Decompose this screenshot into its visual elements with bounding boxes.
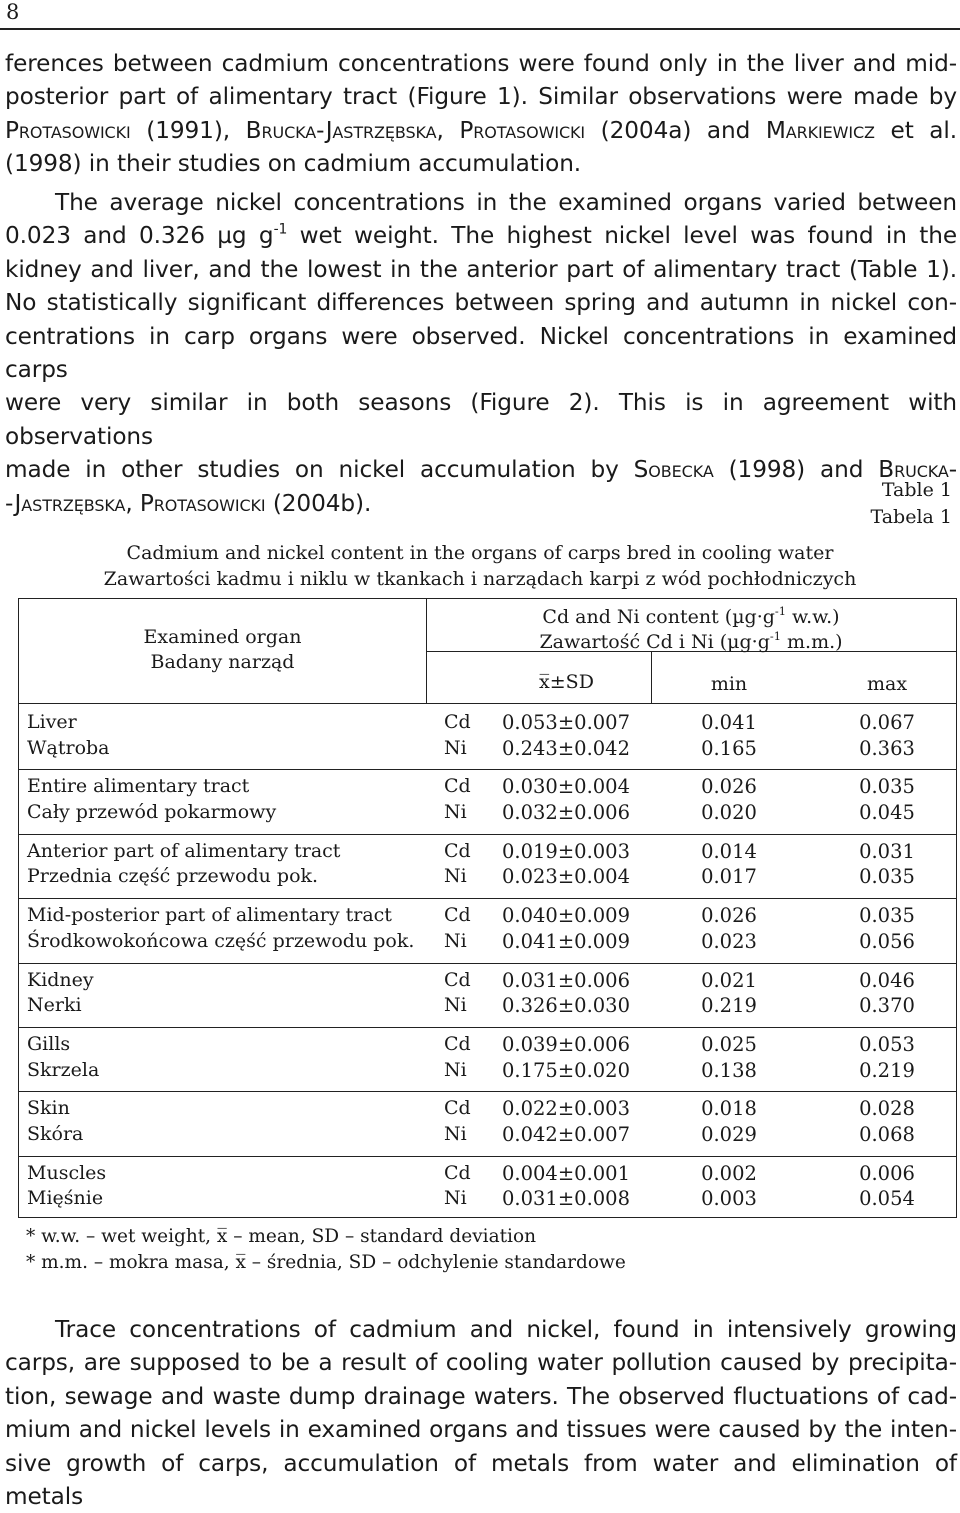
para2-line2-text-b: wet weight. The highest nickel level was found in the bbox=[287, 222, 957, 250]
cell-m-ni: Ni bbox=[444, 865, 467, 888]
cell-max-ni: 0.370 bbox=[859, 994, 915, 1018]
paragraph-1 bbox=[5, 47, 957, 181]
cell-mean-cd: 0.031±0.006 bbox=[502, 968, 630, 992]
cell-max-cd: 0.035 bbox=[859, 904, 915, 928]
unit-superscript: -1 bbox=[273, 221, 288, 238]
cell-organ-ni: Skrzela bbox=[27, 1058, 100, 1081]
cell-mean-ni: 0.326±0.030 bbox=[502, 994, 630, 1018]
row-separator bbox=[19, 963, 956, 964]
cell-m-ni: Ni bbox=[444, 1187, 467, 1210]
cell-min-ni: 0.029 bbox=[701, 1122, 757, 1146]
cell-organ-cd: Gills bbox=[27, 1033, 71, 1055]
cell-m-ni: Ni bbox=[444, 736, 467, 759]
cell-min-ni: 0.165 bbox=[701, 736, 757, 760]
cell-m-ni: Ni bbox=[444, 1058, 467, 1081]
cell-mean-ni: 0.023±0.004 bbox=[502, 865, 630, 889]
cell-m-cd: Cd bbox=[444, 711, 471, 733]
author-protasowicki: Protasowicki bbox=[5, 116, 131, 144]
cell-mean-ni: 0.175±0.020 bbox=[502, 1058, 630, 1082]
cell-organ-ni: Cały przewód pokarmowy bbox=[27, 800, 277, 823]
para3-line2: carps, are supposed to be a result of cooling water pollution caused by precipita- bbox=[5, 1349, 957, 1377]
cell-organ-ni: Mięśnie bbox=[27, 1187, 104, 1210]
cell-max-cd: 0.006 bbox=[859, 1161, 915, 1185]
author-jastrzebska-protasowicki: -Jastrzębska, Protasowicki bbox=[5, 489, 266, 517]
row-separator bbox=[19, 898, 956, 899]
header-content-en-sup: -1 bbox=[774, 604, 787, 619]
cell-mean-ni: 0.032±0.006 bbox=[502, 800, 630, 824]
para2-line8-text-b: (2004b). bbox=[265, 489, 372, 517]
cell-mean-ni: 0.041±0.009 bbox=[502, 929, 630, 953]
cell-m-cd: Cd bbox=[444, 1033, 471, 1055]
para2-line7-text-c: (1998) and bbox=[713, 456, 879, 484]
cell-min-cd: 0.014 bbox=[701, 839, 757, 863]
cell-max-ni: 0.363 bbox=[859, 736, 915, 760]
header-content-en-a: Cd and Ni content (µg·g bbox=[542, 606, 775, 628]
cell-organ-cd: Liver bbox=[27, 711, 77, 733]
header-content-pl-sup: -1 bbox=[769, 629, 781, 644]
paragraph-3 bbox=[5, 1313, 957, 1513]
cell-max-cd: 0.028 bbox=[859, 1097, 915, 1121]
cell-m-ni: Ni bbox=[444, 994, 467, 1017]
cell-m-cd: Cd bbox=[444, 968, 471, 991]
cell-mean-cd: 0.022±0.003 bbox=[502, 1097, 630, 1121]
cell-min-ni: 0.003 bbox=[701, 1187, 757, 1211]
para2-line7-text-a: made in other studies on nickel accumulation by bbox=[5, 456, 634, 484]
cell-min-cd: 0.018 bbox=[701, 1097, 757, 1121]
table-label-pl: Tabela 1 bbox=[870, 506, 952, 528]
cell-min-ni: 0.020 bbox=[701, 800, 757, 824]
cell-min-ni: 0.219 bbox=[701, 994, 757, 1018]
cell-m-cd: Cd bbox=[444, 1161, 471, 1184]
para1-line3-text-f: et al. bbox=[874, 116, 958, 144]
header-organ bbox=[19, 625, 426, 675]
cell-mean-cd: 0.019±0.003 bbox=[502, 839, 630, 863]
para1-line3-text-b: (1991), bbox=[130, 116, 246, 144]
cell-m-ni: Ni bbox=[444, 1122, 467, 1145]
para1-line1: ferences between cadmium concentrations were found only in the liver and mid- bbox=[5, 50, 957, 77]
cell-max-ni: 0.035 bbox=[859, 865, 915, 889]
cell-mean-cd: 0.030±0.004 bbox=[502, 775, 630, 799]
para3-line1: Trace concentrations of cadmium and nickel, found in intensively growing bbox=[55, 1316, 957, 1343]
cell-max-cd: 0.031 bbox=[859, 839, 915, 863]
table-label-en: Table 1 bbox=[881, 479, 952, 501]
cell-max-ni: 0.045 bbox=[859, 800, 915, 824]
cell-mean-cd: 0.004±0.001 bbox=[502, 1161, 630, 1185]
cell-min-ni: 0.138 bbox=[701, 1058, 757, 1082]
cell-mean-cd: 0.040±0.009 bbox=[502, 904, 630, 928]
cell-max-cd: 0.046 bbox=[859, 968, 915, 992]
col-header-mean: x̅±SD bbox=[539, 671, 594, 693]
cell-m-ni: Ni bbox=[444, 929, 467, 952]
cell-organ-ni: Przednia część przewodu pok. bbox=[27, 865, 319, 888]
para2-line2 bbox=[5, 219, 957, 252]
paragraph-2 bbox=[5, 186, 957, 520]
para1-line4: (1998) in their studies on cadmium accumulation. bbox=[5, 150, 582, 178]
cell-max-ni: 0.056 bbox=[859, 929, 915, 953]
para1-line2: posterior part of alimentary tract (Figure 1). Similar observations were made by bbox=[5, 83, 957, 111]
row-separator bbox=[19, 769, 956, 770]
cell-min-cd: 0.025 bbox=[701, 1033, 757, 1056]
col-header-max: max bbox=[866, 673, 908, 695]
cell-organ-cd: Anterior part of alimentary tract bbox=[27, 839, 341, 862]
author-brucka: Brucka- bbox=[878, 456, 957, 484]
cell-max-cd: 0.035 bbox=[859, 775, 915, 799]
para2-line7 bbox=[5, 453, 957, 486]
header-organ-pl: Badany narząd bbox=[150, 651, 295, 673]
table-caption-en: Cadmium and nickel content in the organs of carps bred in cooling water bbox=[126, 542, 834, 564]
cell-organ-ni: Środkowokońcowa część przewodu pok. bbox=[27, 929, 415, 952]
para3-line3: tion, sewage and waste dump drainage waters. The observed fluctuations of cad- bbox=[5, 1382, 957, 1410]
table-header-rule bbox=[19, 703, 956, 704]
cell-m-cd: Cd bbox=[444, 775, 471, 798]
para1-line3 bbox=[5, 114, 957, 147]
cell-min-ni: 0.023 bbox=[701, 929, 757, 953]
cell-m-cd: Cd bbox=[444, 904, 471, 927]
header-content bbox=[426, 605, 956, 655]
cell-max-ni: 0.054 bbox=[859, 1187, 915, 1211]
cell-max-cd: 0.067 bbox=[859, 711, 915, 734]
para2-line5: centrations in carp organs were observed. Nickel concentrations in examined carps bbox=[5, 322, 957, 384]
cell-max-ni: 0.219 bbox=[859, 1058, 915, 1082]
header-content-en bbox=[426, 605, 956, 630]
cell-organ-cd: Entire alimentary tract bbox=[27, 775, 250, 798]
para2-line1: The average nickel concentrations in the examined organs varied between bbox=[55, 189, 957, 216]
table-caption-pl: Zawartości kadmu i niklu w tkankach i narządach karpi z wód pochłodniczych bbox=[103, 568, 857, 590]
cell-mean-ni: 0.031±0.008 bbox=[502, 1187, 630, 1211]
para2-line4: No statistically significant differences between spring and autumn in nickel con- bbox=[5, 289, 957, 317]
col-header-min: min bbox=[710, 673, 748, 695]
para2-line3: kidney and liver, and the lowest in the anterior part of alimentary tract (Table 1). bbox=[5, 255, 957, 283]
cell-mean-cd: 0.039±0.006 bbox=[502, 1033, 630, 1056]
cell-organ-ni: Skóra bbox=[27, 1122, 84, 1145]
cell-organ-cd: Mid-posterior part of alimentary tract bbox=[27, 904, 392, 927]
cell-organ-ni: Wątroba bbox=[27, 736, 110, 759]
cell-min-ni: 0.017 bbox=[701, 865, 757, 889]
para2-line6: were very similar in both seasons (Figure 2). This is in agreement with observations bbox=[5, 389, 957, 450]
cell-organ-cd: Skin bbox=[27, 1097, 70, 1120]
header-organ-en: Examined organ bbox=[143, 626, 302, 648]
para3-line5: sive growth of carps, accumulation of metals from water and elimination of metals bbox=[5, 1449, 957, 1511]
table-note-en: * w.w. – wet weight, x̅ – mean, SD – standard deviation bbox=[26, 1226, 536, 1247]
para2-line8 bbox=[5, 487, 957, 520]
cell-mean-ni: 0.042±0.007 bbox=[502, 1122, 630, 1146]
cell-min-cd: 0.026 bbox=[701, 904, 757, 928]
cell-mean-cd: 0.053±0.007 bbox=[502, 711, 630, 734]
row-separator bbox=[19, 834, 956, 835]
author-markiewicz: Markiewicz bbox=[765, 116, 875, 144]
cell-min-cd: 0.026 bbox=[701, 775, 757, 799]
header-content-en-b: w.w.) bbox=[786, 606, 840, 628]
page-number: 8 bbox=[6, 0, 20, 24]
cell-min-cd: 0.002 bbox=[701, 1161, 757, 1185]
cell-organ-cd: Muscles bbox=[27, 1161, 107, 1184]
table-caption bbox=[0, 540, 960, 592]
cell-organ-ni: Nerki bbox=[27, 994, 82, 1017]
para3-line4: mium and nickel levels in examined organs and tissues were caused by the inten- bbox=[5, 1416, 957, 1444]
cell-mean-ni: 0.243±0.042 bbox=[502, 736, 630, 760]
cell-min-cd: 0.041 bbox=[701, 711, 757, 734]
row-separator bbox=[19, 1027, 956, 1028]
row-separator bbox=[19, 1156, 956, 1157]
cell-min-cd: 0.021 bbox=[701, 968, 757, 992]
cell-m-cd: Cd bbox=[444, 1097, 471, 1120]
cell-max-ni: 0.068 bbox=[859, 1122, 915, 1146]
header-content-pl-b: m.m.) bbox=[780, 631, 843, 653]
table-divider-min bbox=[651, 651, 652, 703]
author-sobecka: Sobecka bbox=[633, 456, 714, 484]
header-content-pl-a: Zawartość Cd i Ni (µg·g bbox=[539, 631, 770, 653]
header-content-pl bbox=[426, 630, 956, 655]
table-note-pl: * m.m. – mokra masa, x̅ – średnia, SD – odchylenie standardowe bbox=[26, 1252, 626, 1273]
header-rule bbox=[0, 28, 960, 30]
table-label bbox=[871, 477, 952, 531]
cell-m-cd: Cd bbox=[444, 839, 471, 862]
row-separator bbox=[19, 1091, 956, 1092]
author-brucka-jastrzebska-protasowicki: Brucka-Jastrzębska, Protasowicki bbox=[245, 116, 586, 144]
para1-line3-text-d: (2004a) and bbox=[585, 116, 766, 144]
data-table bbox=[18, 598, 957, 1218]
cell-m-ni: Ni bbox=[444, 800, 467, 823]
cell-max-cd: 0.053 bbox=[859, 1033, 915, 1056]
para2-line2-text-a: 0.023 and 0.326 µg g bbox=[5, 222, 274, 250]
cell-organ-cd: Kidney bbox=[27, 968, 94, 991]
